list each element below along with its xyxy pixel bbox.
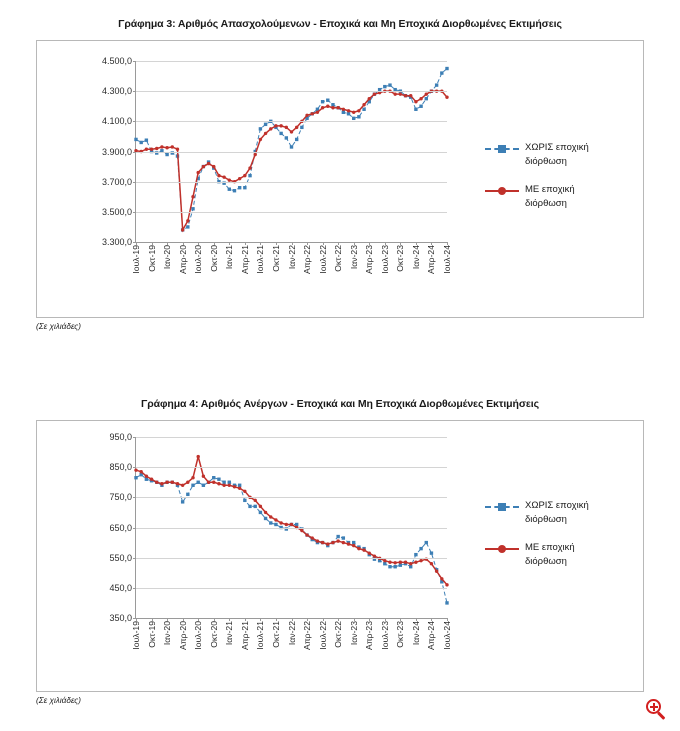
data-point-marker — [383, 85, 386, 88]
data-point-marker — [285, 136, 288, 139]
data-point-marker — [336, 106, 339, 109]
x-tick-label: Ιαν-21 — [224, 621, 235, 646]
data-point-marker — [243, 186, 246, 189]
data-point-marker — [222, 484, 225, 487]
x-tick-label: Οκτ-22 — [333, 245, 344, 272]
data-point-marker — [352, 111, 355, 114]
data-point-marker — [342, 536, 345, 539]
data-point-marker — [233, 485, 236, 488]
y-tick-label: 3.300,0 — [101, 237, 132, 247]
x-tick-label: Ιουλ-22 — [317, 621, 328, 650]
data-point-marker — [362, 108, 365, 111]
y-gridline — [136, 558, 447, 559]
data-point-marker — [362, 103, 365, 106]
data-point-marker — [414, 560, 417, 563]
data-point-marker — [409, 562, 412, 565]
data-point-marker — [243, 490, 246, 493]
data-point-marker — [171, 481, 174, 484]
data-point-marker — [222, 481, 225, 484]
x-tick-label: Ιουλ-23 — [379, 245, 390, 274]
data-point-marker — [243, 499, 246, 502]
x-tick-label: Ιαν-24 — [410, 245, 421, 270]
x-tick-label: Ιουλ-23 — [379, 621, 390, 650]
x-tick-label: Ιουλ-24 — [442, 245, 452, 274]
data-point-marker — [357, 547, 360, 550]
data-point-marker — [342, 541, 345, 544]
data-point-marker — [171, 145, 174, 148]
data-point-marker — [165, 146, 168, 149]
y-tick-label: 4.100,0 — [101, 116, 132, 127]
data-point-marker — [300, 126, 303, 129]
x-tick-label: Απρ-20 — [177, 245, 188, 274]
data-point-marker — [347, 109, 350, 112]
y-tick-mark — [133, 212, 136, 213]
data-point-marker — [430, 562, 433, 565]
x-tick-label: Οκτ-20 — [208, 245, 219, 272]
data-point-marker — [326, 105, 329, 108]
legend-key-solid-dot-icon — [485, 543, 519, 555]
y-tick-mark — [133, 91, 136, 92]
y-tick-label: 3.900,0 — [101, 146, 132, 157]
data-point-marker — [212, 165, 215, 168]
data-point-marker — [207, 481, 210, 484]
data-point-marker — [388, 565, 391, 568]
x-tick-label: Ιουλ-22 — [317, 245, 328, 274]
data-point-marker — [393, 92, 396, 95]
data-point-marker — [419, 559, 422, 562]
data-point-marker — [388, 560, 391, 563]
data-point-marker — [217, 478, 220, 481]
x-tick-label: Ιουλ-19 — [131, 621, 141, 650]
data-point-marker — [331, 541, 334, 544]
y-gridline — [136, 497, 447, 498]
data-point-marker — [414, 100, 417, 103]
x-tick-label: Ιουλ-20 — [193, 621, 204, 650]
x-tick-label: Απρ-24 — [426, 621, 437, 650]
data-point-marker — [362, 548, 365, 551]
x-tick-label: Απρ-23 — [364, 621, 375, 650]
y-tick-label: 650,0 — [109, 522, 132, 533]
legend-employment — [485, 141, 615, 225]
data-point-marker — [248, 166, 251, 169]
x-tick-label: Ιαν-23 — [348, 621, 359, 646]
data-point-marker — [238, 487, 241, 490]
data-point-marker — [274, 518, 277, 521]
x-tick-label: Απρ-22 — [302, 245, 313, 274]
zoom-in-icon[interactable] — [646, 699, 668, 721]
data-point-marker — [264, 517, 267, 520]
y-gridline — [136, 152, 447, 153]
figure-unemployment-title: Γράφημα 4: Αριθμός Ανέργων - Εποχικά και Μη Εποχικά Διορθωμένες Εκτιμήσεις — [141, 398, 539, 410]
data-point-marker — [326, 542, 329, 545]
data-point-marker — [435, 83, 438, 86]
data-point-marker — [160, 145, 163, 148]
x-tick-label: Απρ-22 — [302, 621, 313, 650]
x-tick-label: Ιουλ-21 — [255, 621, 266, 650]
y-tick-mark — [133, 61, 136, 62]
plot-area-employment — [101, 56, 452, 274]
data-point-marker — [383, 562, 386, 565]
y-tick-label: 550,0 — [109, 552, 132, 563]
data-point-marker — [228, 484, 231, 487]
data-point-marker — [186, 225, 189, 228]
data-point-marker — [342, 111, 345, 114]
data-point-marker — [290, 145, 293, 148]
data-point-marker — [217, 482, 220, 485]
data-point-marker — [150, 478, 153, 481]
figure-employment — [0, 18, 680, 331]
data-point-marker — [243, 174, 246, 177]
figure-employment-footnote: (Σε χιλιάδες) — [36, 322, 81, 331]
data-point-marker — [342, 108, 345, 111]
data-point-marker — [150, 148, 153, 151]
data-point-marker — [425, 541, 428, 544]
data-point-marker — [145, 148, 148, 151]
data-point-marker — [440, 577, 443, 580]
data-point-marker — [186, 219, 189, 222]
y-tick-label: 750,0 — [109, 492, 132, 503]
data-point-marker — [321, 100, 324, 103]
y-tick-label: 950,0 — [109, 432, 132, 442]
x-tick-label: Οκτ-21 — [270, 245, 281, 272]
data-point-marker — [145, 478, 148, 481]
figure-unemployment-footnote: (Σε χιλιάδες) — [36, 696, 81, 705]
data-point-marker — [404, 94, 407, 97]
data-point-marker — [383, 559, 386, 562]
data-point-marker — [316, 111, 319, 114]
data-point-marker — [248, 505, 251, 508]
y-gridline — [136, 182, 447, 183]
data-point-marker — [202, 475, 205, 478]
x-tick-label: Απρ-21 — [239, 245, 250, 274]
y-gridline — [136, 467, 447, 468]
data-point-marker — [155, 481, 158, 484]
data-point-marker — [139, 470, 142, 473]
data-point-marker — [425, 97, 428, 100]
data-point-marker — [279, 124, 282, 127]
data-point-marker — [352, 117, 355, 120]
data-point-marker — [321, 106, 324, 109]
data-point-marker — [336, 535, 339, 538]
data-point-marker — [139, 141, 142, 144]
data-point-marker — [274, 523, 277, 526]
data-point-marker — [368, 551, 371, 554]
y-tick-mark — [133, 182, 136, 183]
x-tick-label: Οκτ-20 — [208, 621, 219, 648]
data-point-marker — [393, 565, 396, 568]
data-point-marker — [145, 138, 148, 141]
data-point-marker — [202, 165, 205, 168]
data-point-marker — [373, 92, 376, 95]
x-tick-label: Ιαν-21 — [224, 245, 235, 270]
data-point-marker — [160, 482, 163, 485]
x-tick-label: Οκτ-22 — [333, 621, 344, 648]
data-point-marker — [445, 583, 448, 586]
data-point-marker — [197, 481, 200, 484]
y-gridline — [136, 121, 447, 122]
data-point-marker — [425, 92, 428, 95]
data-point-marker — [285, 523, 288, 526]
data-point-marker — [134, 476, 137, 479]
data-point-marker — [176, 482, 179, 485]
data-point-marker — [259, 138, 262, 141]
data-point-marker — [295, 138, 298, 141]
y-tick-mark — [133, 121, 136, 122]
figure-employment-chart — [36, 40, 644, 318]
data-point-marker — [290, 130, 293, 133]
data-point-marker — [165, 481, 168, 484]
data-point-marker — [259, 505, 262, 508]
x-tick-label: Ιαν-24 — [410, 621, 421, 646]
legend-item-adjusted — [485, 183, 615, 211]
y-tick-label: 3.500,0 — [101, 206, 132, 217]
data-point-marker — [347, 542, 350, 545]
data-point-marker — [336, 539, 339, 542]
data-point-marker — [155, 147, 158, 150]
data-point-marker — [399, 92, 402, 95]
y-tick-mark — [133, 497, 136, 498]
data-point-marker — [368, 97, 371, 100]
data-point-marker — [207, 162, 210, 165]
x-tick-label: Οκτ-23 — [395, 245, 406, 272]
data-point-marker — [212, 476, 215, 479]
data-point-marker — [445, 67, 448, 70]
data-point-marker — [419, 105, 422, 108]
x-tick-label: Οκτ-19 — [146, 621, 157, 648]
data-point-marker — [264, 511, 267, 514]
x-tick-label: Οκτ-21 — [270, 621, 281, 648]
legend-label-unadjusted: ΧΩΡΙΣ εποχική διόρθωση — [525, 142, 589, 167]
data-point-marker — [295, 523, 298, 526]
y-tick-mark — [133, 152, 136, 153]
data-point-marker — [430, 551, 433, 554]
data-point-marker — [445, 601, 448, 604]
legend-key-solid-dot-icon — [485, 185, 519, 197]
data-point-marker — [440, 71, 443, 74]
legend-key-dashed-square-icon — [485, 143, 519, 155]
data-point-marker — [186, 481, 189, 484]
data-point-marker — [326, 99, 329, 102]
data-point-marker — [248, 174, 251, 177]
figure-unemployment-chart — [36, 420, 644, 692]
x-tick-label: Απρ-21 — [239, 621, 250, 650]
data-point-marker — [233, 189, 236, 192]
x-tick-label: Απρ-24 — [426, 245, 437, 274]
x-tick-label: Ιουλ-21 — [255, 245, 266, 274]
data-point-marker — [264, 132, 267, 135]
data-point-marker — [357, 109, 360, 112]
data-point-marker — [165, 153, 168, 156]
data-point-marker — [222, 175, 225, 178]
data-point-marker — [393, 561, 396, 564]
x-tick-label: Ιουλ-24 — [442, 621, 452, 650]
legend-item-adjusted — [485, 541, 615, 569]
data-point-marker — [321, 541, 324, 544]
data-point-marker — [388, 83, 391, 86]
data-point-marker — [238, 177, 241, 180]
data-point-marker — [399, 560, 402, 563]
legend-key-dashed-square-icon — [485, 501, 519, 513]
figure-employment-title: Γράφημα 3: Αριθμός Απασχολούμενων - Εποχικά και Μη Εποχικά Διορθωμένες Εκτιμήσεις — [118, 18, 562, 30]
y-gridline — [136, 588, 447, 589]
data-point-marker — [176, 148, 179, 151]
data-point-marker — [191, 195, 194, 198]
data-point-marker — [212, 481, 215, 484]
legend-label-unadjusted: ΧΩΡΙΣ εποχική διόρθωση — [525, 500, 589, 525]
y-gridline — [136, 61, 447, 62]
data-point-marker — [399, 564, 402, 567]
data-point-marker — [191, 207, 194, 210]
data-point-marker — [228, 481, 231, 484]
data-point-marker — [181, 484, 184, 487]
data-point-marker — [181, 228, 184, 231]
legend-item-unadjusted — [485, 499, 615, 527]
data-point-marker — [202, 484, 205, 487]
figure-unemployment — [0, 398, 680, 705]
x-tick-label: Ιαν-23 — [348, 245, 359, 270]
legend-item-unadjusted — [485, 141, 615, 169]
data-point-marker — [352, 544, 355, 547]
x-tick-label: Ιαν-20 — [162, 621, 173, 646]
data-point-marker — [409, 94, 412, 97]
data-point-marker — [228, 188, 231, 191]
data-point-marker — [316, 539, 319, 542]
x-tick-label: Οκτ-23 — [395, 621, 406, 648]
data-point-marker — [269, 521, 272, 524]
data-point-marker — [331, 103, 334, 106]
data-point-marker — [305, 114, 308, 117]
data-point-marker — [352, 541, 355, 544]
data-point-marker — [254, 153, 257, 156]
data-point-marker — [295, 126, 298, 129]
data-point-marker — [404, 560, 407, 563]
y-tick-label: 350,0 — [109, 613, 132, 623]
data-point-marker — [414, 553, 417, 556]
data-point-marker — [274, 124, 277, 127]
x-tick-label: Ιαν-20 — [162, 245, 173, 270]
y-gridline — [136, 212, 447, 213]
y-gridline — [136, 528, 447, 529]
data-point-marker — [197, 455, 200, 458]
data-point-marker — [300, 529, 303, 532]
data-point-marker — [238, 484, 241, 487]
y-tick-mark — [133, 467, 136, 468]
data-point-marker — [197, 171, 200, 174]
x-tick-label: Απρ-23 — [364, 245, 375, 274]
data-point-marker — [285, 126, 288, 129]
y-gridline — [136, 91, 447, 92]
data-point-marker — [409, 565, 412, 568]
y-tick-label: 850,0 — [109, 462, 132, 473]
y-tick-mark — [133, 437, 136, 438]
data-point-marker — [435, 570, 438, 573]
legend-label-adjusted: ΜΕ εποχική διόρθωση — [525, 542, 575, 567]
x-tick-label: Απρ-20 — [177, 621, 188, 650]
data-point-marker — [238, 186, 241, 189]
y-gridline — [136, 437, 447, 438]
data-point-marker — [311, 112, 314, 115]
y-tick-mark — [133, 588, 136, 589]
data-point-marker — [145, 475, 148, 478]
data-point-marker — [311, 536, 314, 539]
y-tick-mark — [133, 558, 136, 559]
data-point-marker — [259, 511, 262, 514]
data-point-marker — [414, 108, 417, 111]
data-point-marker — [186, 493, 189, 496]
series-path — [136, 475, 447, 603]
data-point-marker — [305, 533, 308, 536]
y-tick-label: 4.500,0 — [101, 56, 132, 66]
data-point-marker — [217, 174, 220, 177]
series-path — [136, 91, 447, 230]
data-point-marker — [191, 484, 194, 487]
y-tick-label: 3.700,0 — [101, 176, 132, 187]
x-tick-label: Ιαν-22 — [286, 245, 297, 270]
data-point-marker — [269, 127, 272, 130]
data-point-marker — [279, 521, 282, 524]
data-point-marker — [259, 127, 262, 130]
data-point-marker — [191, 476, 194, 479]
y-tick-label: 4.300,0 — [101, 86, 132, 97]
y-tick-label: 450,0 — [109, 582, 132, 593]
data-point-marker — [269, 515, 272, 518]
data-point-marker — [445, 96, 448, 99]
data-point-marker — [264, 123, 267, 126]
plot-area-unemployment — [109, 432, 452, 650]
data-point-marker — [181, 500, 184, 503]
data-point-marker — [134, 138, 137, 141]
y-tick-mark — [133, 528, 136, 529]
data-point-marker — [347, 112, 350, 115]
x-tick-label: Ιουλ-20 — [193, 245, 204, 274]
x-tick-label: Οκτ-19 — [146, 245, 157, 272]
data-point-marker — [279, 132, 282, 135]
data-point-marker — [419, 547, 422, 550]
data-point-marker — [290, 523, 293, 526]
x-tick-label: Ιαν-22 — [286, 621, 297, 646]
data-point-marker — [254, 505, 257, 508]
data-point-marker — [357, 115, 360, 118]
legend-unemployment — [485, 499, 615, 583]
x-tick-label: Ιουλ-19 — [131, 245, 141, 274]
data-point-marker — [331, 106, 334, 109]
data-point-marker — [134, 468, 137, 471]
legend-label-adjusted: ΜΕ εποχική διόρθωση — [525, 184, 575, 209]
data-point-marker — [254, 499, 257, 502]
data-point-marker — [419, 97, 422, 100]
